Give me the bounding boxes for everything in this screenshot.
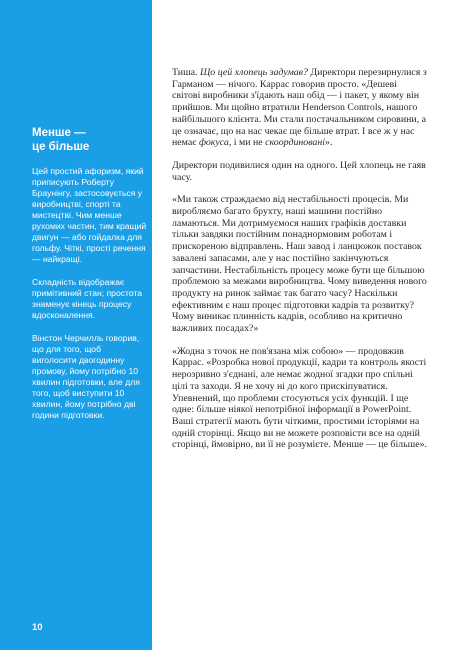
text-run: , і ми не (228, 137, 266, 149)
main-text-column (172, 67, 427, 462)
italic-text: Що цей хлопець задумав? (200, 67, 308, 78)
text-run: ». (325, 137, 333, 149)
italic-text: фокуса (198, 137, 229, 149)
page-number: 10 (32, 622, 43, 633)
sidebar-panel (0, 0, 152, 650)
body-paragraph: «Ми також страждаємо від нестабільності процесів. Ми виробляємо багато брухту, наші машини постійно ламаються. Ми дотримуємося наших графіків доставки тільки завдяки постійним понаднормовим роботам і прискореною відправлень. Наш завод і ланцюжок поставок завалені запасами, але у нас постійно закінчуються запчастини. Нестабільність процесу може бути ще більшою проблемою за межами виробництва. Чому виведення нового продукту на ринок займає так багато часу? Наскільки ефективним є наш процес підготовки кадрів та розвитку? Чому виникає плинність кадрів, особливо на критично важливих посадах?» (172, 194, 427, 335)
sidebar-title-line1: Менше — (32, 127, 86, 139)
body-paragraph (172, 67, 427, 149)
sidebar-title-line2: це більше (32, 140, 90, 153)
sidebar-paragraph: Вінстон Черчилль говорив, що для того, щоб виголосити двогодинну промову, йому потрібно 10 хвилин підготовки, але для того, щоб виступити 10 хвилин, йому потрібно дві години підготовки. (32, 333, 140, 420)
sidebar-content (32, 127, 148, 433)
italic-text: скоординовані (265, 137, 326, 149)
text-run: Директори перезирнулися з Гарманом — нічого. Каррас говорив просто. «Дешеві світові виробники з'їдають наш обід — і пакет, у якому він прийшов. Ми щойно втратили Henderson Controls, нашого найбільшого клієнта. Ми стали постачальником сировини, а це означає, що на нас чекає ще більше втрат. І все ж у нас немає (172, 67, 427, 149)
body-paragraph: Директори подивилися один на одного. Цей хлопець не гаяв часу. (172, 159, 426, 183)
sidebar-title (32, 127, 148, 154)
body-paragraph: «Жодна з точок не пов'язана між собою» — продовжив Каррас. «Розробка нової продукції, кадри та контроль якості нерозривно з'єднані, але немає жодної згадки про спільні цілі та заходи. Я не хочу ні до кого прискіпуватися. Упевнений, що проблеми стосуються усіх функцій. І ще одне: більше ніякої непотрібної інформації в PowerPoint. Ваші стратегії мають бути чіткими, простими історіями на одній сторінці. Якщо ви не можете розповісти все на одній сторінці, ймовірно, ви її не розумієте. Менше — це більше». (172, 345, 428, 451)
sidebar-paragraph: Складність відображає примітивний стан; простота знаменує кінець процесу вдосконалення. (32, 277, 143, 320)
sidebar-paragraph: Цей простий афоризм, який приписують Роберту Браунінгу, застосовується у виробництві, спорті та мистецтві. Чим менше рухомих частин, тим кращий двигун — або гойдалка для гольфу. Чіткі, прості речення — найкращі. (32, 166, 147, 264)
text-run: Тиша. (172, 67, 200, 78)
